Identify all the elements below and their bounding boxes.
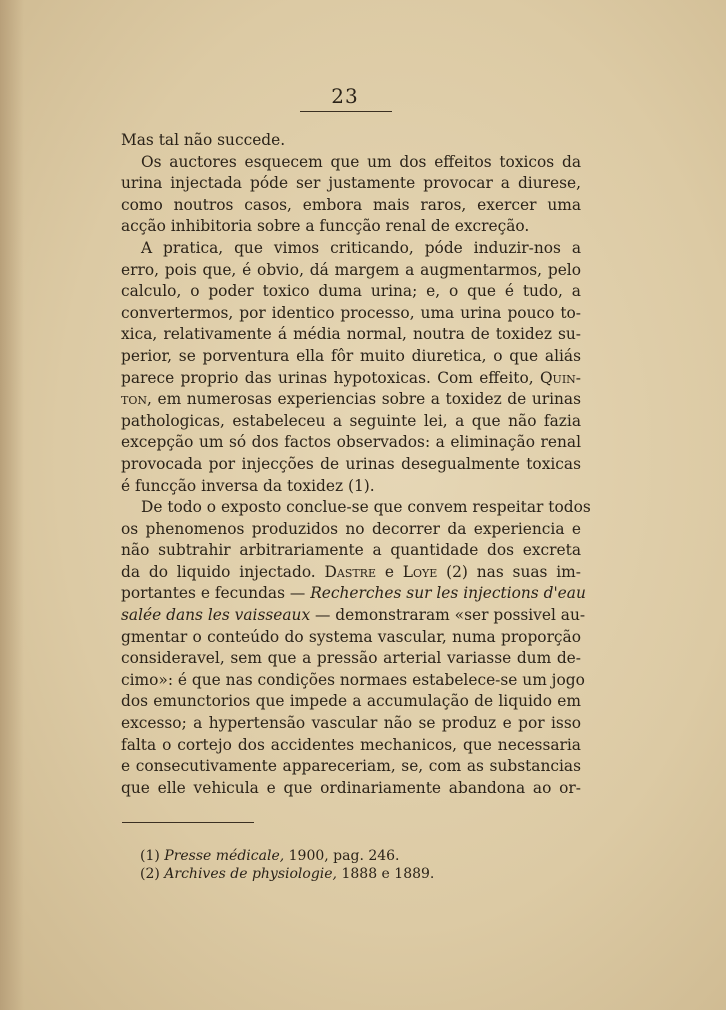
text-line	[121, 476, 581, 498]
text-run: 1888 e 1889.	[337, 866, 435, 882]
text-line	[121, 562, 581, 584]
text-run: De todo o exposto conclue-se que convem respeitar todos	[141, 498, 591, 517]
text-line	[121, 605, 586, 627]
text-run: falta o cortejo dos accidentes mechanicos, que necessaria	[121, 735, 581, 754]
text-run: excepção um só dos factos observados: a eliminação renal	[121, 433, 581, 452]
text-line	[121, 260, 581, 282]
italic-text: Recherches sur les injections d'eau	[310, 584, 586, 603]
text-run: urina injectada póde ser justamente provocar a diurese,	[121, 174, 581, 193]
small-caps-name: Loye	[402, 562, 438, 581]
small-caps-name: ton	[121, 390, 147, 409]
text-line	[121, 540, 581, 562]
text-run: e	[376, 562, 403, 581]
text-line	[121, 583, 586, 605]
text-line	[121, 691, 581, 713]
text-line	[121, 281, 581, 303]
text-line	[121, 411, 581, 433]
text-run: os phenomenos produzidos no decorrer da experiencia e	[121, 519, 581, 538]
small-caps-name: Quin-	[539, 368, 581, 387]
text-run: (2)	[140, 866, 165, 882]
page-spine-shadow	[0, 0, 24, 1010]
text-run: pathologicas, estabeleceu a seguinte lei, a que não fazia	[121, 411, 581, 430]
text-line	[121, 346, 581, 368]
text-run: gmentar o conteúdo do systema vascular, numa proporção	[121, 627, 581, 646]
text-run: que elle vehicula e que ordinariamente abandona ao or-	[121, 778, 581, 797]
text-run: consideravel, sem que a pressão arterial variasse dum de-	[121, 649, 581, 668]
text-line	[121, 238, 581, 260]
text-run: 1900, pag. 246.	[284, 848, 400, 864]
text-run: provocada por injecções de urinas desegualmente toxicas	[121, 454, 581, 473]
text-run: convertermos, por identico processo, uma urina pouco to-	[121, 303, 581, 322]
footnote-rule	[122, 822, 254, 823]
text-line	[121, 454, 581, 476]
text-run: A pratica, que vimos criticando, póde induzir-nos a	[141, 238, 581, 257]
text-line	[121, 216, 581, 238]
text-line	[121, 756, 581, 778]
text-line	[121, 152, 581, 174]
text-line	[121, 648, 581, 670]
text-run: acção inhibitoria sobre a funcção renal de excreção.	[121, 217, 530, 236]
text-run: portantes e fecundas —	[121, 584, 311, 603]
text-run: — demonstraram «ser possivel au-	[310, 606, 586, 625]
footnotes	[140, 847, 560, 883]
text-run: não subtrahir arbitrariamente a quantidade dos excreta	[121, 541, 581, 560]
text-run: Mas tal não succede.	[121, 131, 286, 149]
text-line	[121, 497, 591, 519]
text-run: da do liquido injectado.	[121, 562, 325, 581]
text-run: calculo, o poder toxico duma urina; e, o que é tudo, a	[121, 282, 581, 301]
italic-text: Presse médicale,	[164, 848, 285, 864]
text-line	[121, 368, 581, 390]
text-run: como noutros casos, embora mais raros, exercer uma	[121, 195, 581, 214]
text-run: , em numerosas experiencias sobre a toxidez de urinas	[146, 390, 581, 409]
text-line	[121, 735, 581, 757]
italic-text: salée dans les vaisseaux	[121, 606, 311, 625]
text-run: excesso; a hypertensão vascular não se produz e por isso	[121, 714, 581, 733]
text-run: perior, se porventura ella fôr muito diuretica, o que aliás	[121, 346, 581, 365]
text-run: (1)	[140, 848, 165, 864]
text-line	[121, 195, 581, 217]
text-run: xica, relativamente á média normal, noutra de toxidez su-	[121, 325, 581, 344]
text-line	[121, 519, 581, 541]
text-line	[121, 173, 581, 195]
text-run: parece proprio das urinas hypotoxicas. Com effeito,	[121, 368, 540, 387]
page-number: 23	[331, 84, 359, 108]
body-text	[121, 130, 591, 799]
text-line	[121, 778, 581, 800]
text-line	[121, 389, 581, 411]
footnote	[140, 865, 560, 883]
text-line	[121, 627, 581, 649]
text-run: é funcção inversa da toxidez (1).	[121, 476, 375, 495]
text-line	[121, 713, 581, 735]
footnote	[140, 847, 560, 865]
text-run: erro, pois que, é obvio, dá margem a augmentarmos, pelo	[121, 260, 581, 279]
text-run: (2) nas suas im-	[437, 562, 581, 581]
text-line	[121, 303, 581, 325]
italic-text: Archives de physiologie,	[164, 866, 338, 882]
text-run: e consecutivamente appareceriam, se, com as substancias	[121, 757, 581, 776]
text-line	[121, 432, 581, 454]
text-run: Os auctores esquecem que um dos effeitos toxicos da	[141, 152, 581, 171]
small-caps-name: Dastre	[324, 562, 376, 581]
text-line	[121, 324, 581, 346]
text-run: dos emunctorios que impede a accumulação de liquido em	[121, 692, 581, 711]
text-line	[121, 130, 581, 152]
text-line	[121, 670, 585, 692]
text-run: cimo»: é que nas condições normaes estabelece-se um jogo	[121, 670, 585, 689]
header-rule	[300, 111, 392, 112]
